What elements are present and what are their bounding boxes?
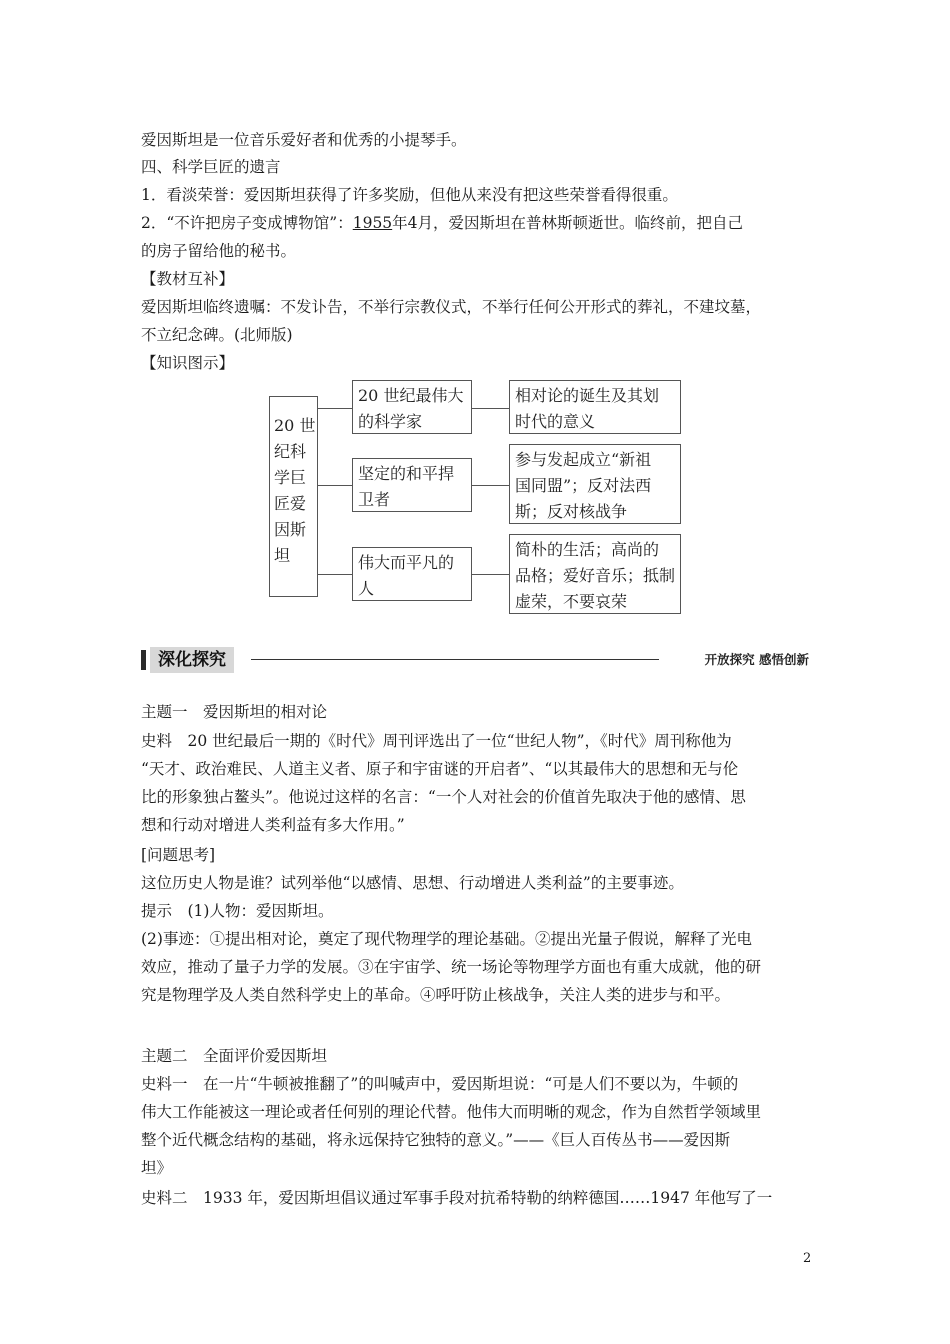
section-title: 深化探究 bbox=[150, 647, 234, 673]
node-text: 斯；反对核战争 bbox=[515, 502, 628, 521]
node-text: 的科学家 bbox=[358, 412, 423, 431]
root-text: 20 世 bbox=[274, 416, 316, 435]
text-line: 效应，推动了量子力学的发展。③在宇宙学、统一场论等物理学方面也有重大成就，他的研 bbox=[141, 958, 762, 976]
text-line: 爱因斯坦临终遗嘱：不发讣告，不举行宗教仪式，不举行任何公开形式的葬礼，不建坟墓， bbox=[141, 298, 762, 316]
text-line: 整个近代概念结构的基础，将永远保持它独特的意义。”——《巨人百传丛书——爱因斯 bbox=[141, 1131, 731, 1149]
node-text: 虚荣，不要哀荣 bbox=[515, 592, 628, 611]
node-text: 20 世纪最伟大 bbox=[358, 386, 464, 405]
node-text: 时代的意义 bbox=[515, 412, 596, 431]
section-banner bbox=[141, 647, 809, 673]
text-fragment: 年4月，爱因斯坦在普林斯顿逝世。临终前，把自己 bbox=[392, 214, 744, 232]
diagram-leaf-node bbox=[509, 534, 681, 614]
connector-line bbox=[318, 485, 353, 486]
section-tagline: 开放探究 感悟创新 bbox=[704, 652, 809, 667]
root-text: 学巨 bbox=[274, 468, 307, 487]
text-line: 爱因斯坦是一位音乐爱好者和优秀的小提琴手。 bbox=[141, 131, 467, 149]
text-line: 坦》 bbox=[141, 1159, 173, 1177]
text-line: 不立纪念碑。(北师版) bbox=[141, 326, 293, 344]
root-text: 坦 bbox=[274, 546, 291, 565]
page-number: 2 bbox=[803, 1251, 812, 1266]
node-text: 品格；爱好音乐；抵制 bbox=[515, 566, 676, 585]
node-text: 伟大而平凡的 bbox=[358, 553, 455, 572]
question-heading: [问题思考] bbox=[141, 846, 216, 864]
root-text: 因斯 bbox=[274, 520, 307, 539]
diagram-mid-node bbox=[352, 458, 472, 512]
section-marker bbox=[141, 650, 146, 670]
node-text: 坚定的和平捍 bbox=[358, 464, 455, 483]
diagram-mid-node bbox=[352, 547, 472, 601]
text-line: 史料二 1933 年，爱因斯坦倡议通过军事手段对抗希特勒的纳粹德国……1947 年他写了一 bbox=[141, 1189, 773, 1207]
node-text: 简朴的生活；高尚的 bbox=[515, 540, 660, 559]
root-text: 匠爱 bbox=[274, 494, 307, 513]
connector-line bbox=[318, 574, 353, 575]
text-line: 史料一 在一片“牛顿被推翻了”的叫喊声中，爱因斯坦说：“可是人们不要以为，牛顿的 bbox=[141, 1075, 739, 1093]
section-heading: 四、科学巨匠的遗言 bbox=[141, 158, 281, 176]
root-text: 纪科 bbox=[274, 442, 307, 461]
section-rule bbox=[251, 659, 659, 660]
text-line: 这位历史人物是谁？试列举他“以感情、思想、行动增进人类利益”的主要事迹。 bbox=[141, 874, 684, 892]
text-line: 提示 (1)人物：爱因斯坦。 bbox=[141, 902, 334, 920]
text-line: 伟大工作能被这一理论或者任何别的理论代替。他伟大而明晰的观念，作为自然哲学领域里 bbox=[141, 1103, 762, 1121]
diagram-leaf-node bbox=[509, 380, 681, 434]
node-text: 卫者 bbox=[358, 490, 391, 509]
bracket-heading: 【知识图示】 bbox=[141, 354, 235, 372]
text-line: “天才、政治难民、人道主义者、原子和宇宙谜的开启者”、“以其最伟大的思想和无与伦 bbox=[141, 760, 739, 778]
connector-line bbox=[472, 485, 510, 486]
connector-line bbox=[318, 408, 353, 409]
diagram-mid-node bbox=[352, 380, 472, 434]
text-line: 究是物理学及人类自然科学史上的革命。④呼吁防止核战争，关注人类的进步与和平。 bbox=[141, 986, 731, 1004]
diagram-leaf-node bbox=[509, 444, 681, 524]
connector-line bbox=[472, 574, 510, 575]
text-line: 想和行动对增进人类利益有多大作用。” bbox=[141, 816, 405, 834]
text-line: 比的形象独占鳌头”。他说过这样的名言：“一个人对社会的价值首先取决于他的感情、思 bbox=[141, 788, 746, 806]
connector-line bbox=[472, 408, 510, 409]
node-text: 参与发起成立“新祖 bbox=[515, 450, 652, 469]
underlined-year: 1955 bbox=[352, 214, 393, 232]
diagram-root-node bbox=[269, 396, 318, 597]
text-fragment: 2．“不许把房子变成博物馆”： bbox=[141, 214, 353, 232]
text-line: 1．看淡荣誉：爱因斯坦获得了许多奖励，但他从来没有把这些荣誉看得很重。 bbox=[141, 186, 678, 204]
topic-heading: 主题一 爱因斯坦的相对论 bbox=[141, 703, 328, 721]
topic-heading: 主题二 全面评价爱因斯坦 bbox=[141, 1047, 328, 1065]
node-text: 相对论的诞生及其划 bbox=[515, 386, 660, 405]
node-text: 国同盟”；反对法西 bbox=[515, 476, 652, 495]
text-line bbox=[141, 213, 743, 233]
text-line: 的房子留给他的秘书。 bbox=[141, 242, 297, 260]
text-line: 史料 20 世纪最后一期的《时代》周刊评选出了一位“世纪人物”，《时代》周刊称他为 bbox=[141, 732, 732, 750]
bracket-heading: 【教材互补】 bbox=[141, 270, 235, 288]
text-line: (2)事迹：①提出相对论，奠定了现代物理学的理论基础。②提出光量子假说，解释了光电 bbox=[141, 930, 752, 948]
node-text: 人 bbox=[358, 579, 375, 598]
